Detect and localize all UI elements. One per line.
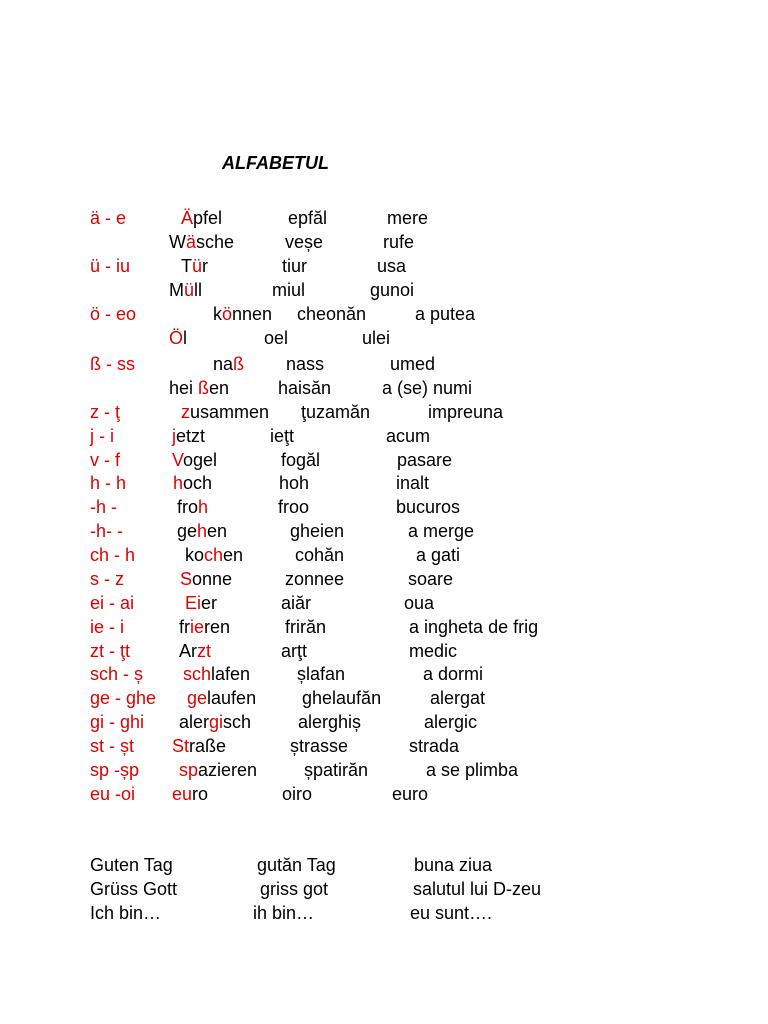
highlighted-letters: eu [172,784,193,804]
german-word: Wäsche [169,232,235,252]
pronunciation: alerghiș [298,712,362,732]
table-row [0,400,768,424]
pronunciation: nass [286,354,325,374]
german-word: hei ßen [169,378,230,398]
highlighted-letters: ge [187,688,208,708]
greeting-row [0,901,768,925]
table-row [0,615,768,639]
greeting-row [0,877,768,901]
greeting-meaning: eu sunt…. [410,903,493,923]
german-word: frieren [179,617,231,637]
letter-pair: z - ţ [90,402,120,422]
table-row [0,710,768,734]
pronunciation: hoh [279,473,310,493]
pronunciation: veșe [285,232,324,252]
highlighted-letters: j [172,426,176,446]
meaning: acum [386,426,431,446]
table-row [0,758,768,782]
meaning: rufe [383,232,415,252]
letter-pair: ä - e [90,208,127,228]
highlighted-letters: S [180,569,193,589]
greeting-meaning: salutul lui D-zeu [413,879,542,899]
highlighted-letters: V [172,450,184,470]
letter-pair: ei - ai [90,593,135,613]
meaning: pasare [397,450,453,470]
greeting-row [0,853,768,877]
highlighted-letters: ö [222,304,233,324]
german-word: naß [213,354,245,374]
table-row [0,376,768,400]
meaning: impreuna [428,402,504,422]
table-row [0,686,768,710]
highlighted-letters: ß [198,378,210,398]
german-word: alergisch [179,712,252,732]
german-word: schlafen [183,664,251,684]
german-word: Tür [181,256,209,276]
table-row [0,567,768,591]
meaning: inalt [396,473,430,493]
highlighted-letters: Ö [169,328,184,348]
german-word: können [213,304,273,324]
pronunciation: cohăn [295,545,345,565]
letter-pair: ie - i [90,617,125,637]
table-row [0,662,768,686]
meaning: usa [377,256,407,276]
meaning: gunoi [370,280,415,300]
highlighted-letters: sp [179,760,199,780]
german-word: Vogel [172,450,218,470]
table-row [0,448,768,472]
highlighted-letters: ie [190,617,205,637]
pronunciation: oel [264,328,289,348]
letter-pair: -h- - [90,521,123,541]
pronunciation: șpatirăn [304,760,369,780]
meaning: a merge [408,521,475,541]
letter-pair: st - șt [90,736,134,756]
german-word: Sonne [180,569,233,589]
greeting-german: Ich bin… [90,903,162,923]
highlighted-letters: sch [183,664,212,684]
pronunciation: ieţt [270,426,295,446]
meaning: bucuros [396,497,461,517]
letter-pair: zt - ţt [90,641,130,661]
highlighted-letters: zt [197,641,212,661]
meaning: strada [409,736,460,756]
meaning: a dormi [423,664,484,684]
pronunciation: oiro [282,784,313,804]
table-row [0,352,768,376]
highlighted-letters: ß [233,354,245,374]
table-row [0,591,768,615]
page-title: ALFABETUL [222,153,329,173]
table-row [0,230,768,254]
greeting-pronunciation: gutăn Tag [257,855,336,875]
pronunciation: frirăn [285,617,327,637]
pronunciation: zonnee [285,569,345,589]
table-row [0,254,768,278]
pronunciation: arţt [281,641,308,661]
greeting-german: Grüss Gott [90,879,178,899]
meaning: mere [387,208,429,228]
highlighted-letters: ü [192,256,203,276]
table-row [0,471,768,495]
letter-pair: -h - [90,497,117,517]
letter-pair: s - z [90,569,124,589]
letter-pair: sch - ș [90,664,144,684]
german-word: euro [172,784,209,804]
table-row [0,639,768,663]
highlighted-letters: ü [184,280,195,300]
german-word: Öl [169,328,188,348]
letter-pair: h - h [90,473,127,493]
german-word: Müll [169,280,203,300]
greeting-meaning: buna ziua [414,855,493,875]
pronunciation: tiur [282,256,308,276]
highlighted-letters: h [198,497,209,517]
pronunciation: ștrasse [290,736,349,756]
pronunciation: haisăn [278,378,332,398]
highlighted-letters: h [173,473,184,493]
table-row [0,734,768,758]
letter-pair: v - f [90,450,120,470]
german-word: kochen [185,545,244,565]
highlighted-letters: ch [204,545,224,565]
highlighted-letters: ä [186,232,197,252]
pronunciation: șlafan [297,664,346,684]
letter-pair: ch - h [90,545,136,565]
meaning: soare [408,569,454,589]
letter-pair: eu -oi [90,784,136,804]
pronunciation: gheien [290,521,345,541]
meaning: ulei [362,328,391,348]
german-word: Straße [172,736,227,756]
highlighted-letters: h [197,521,208,541]
highlighted-letters: St [172,736,190,756]
table-row [0,543,768,567]
meaning: a se plimba [426,760,519,780]
highlighted-letters: Ä [181,208,194,228]
pronunciation: froo [278,497,310,517]
highlighted-letters: Ei [185,593,202,613]
letter-pair: ß - ss [90,354,135,374]
german-word: zusammen [181,402,270,422]
meaning: a putea [415,304,476,324]
german-word: gehen [177,521,228,541]
table-row [0,519,768,543]
pronunciation: aiăr [281,593,312,613]
pronunciation: miul [272,280,306,300]
german-word: spazieren [179,760,258,780]
table-row [0,424,768,448]
greeting-pronunciation: griss got [260,879,329,899]
pronunciation: cheonăn [297,304,367,324]
meaning: alergic [424,712,478,732]
german-word: froh [177,497,209,517]
pronunciation: epfăl [288,208,328,228]
meaning: a gati [416,545,461,565]
german-word: gelaufen [187,688,257,708]
letter-pair: ge - ghe [90,688,157,708]
highlighted-letters: gi [209,712,224,732]
letter-pair: j - i [90,426,114,446]
meaning: umed [390,354,436,374]
letter-pair: ö - eo [90,304,137,324]
pronunciation: ghelaufăn [302,688,382,708]
meaning: a ingheta de frig [409,617,539,637]
meaning: oua [404,593,435,613]
greeting-german: Guten Tag [90,855,173,875]
highlighted-letters: z [181,402,190,422]
german-word: Arzt [179,641,212,661]
pronunciation: ţuzamăn [301,402,371,422]
greeting-pronunciation: ih bin… [253,903,315,923]
meaning: euro [392,784,429,804]
table-row [0,495,768,519]
letter-pair: gi - ghi [90,712,145,732]
pronunciation: fogăl [281,450,321,470]
meaning: medic [409,641,458,661]
german-word: hoch [173,473,213,493]
table-row [0,326,768,350]
meaning: a (se) numi [382,378,473,398]
table-row [0,302,768,326]
meaning: alergat [430,688,486,708]
table-row [0,782,768,806]
letter-pair: ü - iu [90,256,131,276]
german-word: Äpfel [181,208,223,228]
table-row [0,278,768,302]
german-word: Eier [185,593,218,613]
letter-pair: sp -șp [90,760,140,780]
german-word: jetzt [172,426,206,446]
table-row [0,206,768,230]
